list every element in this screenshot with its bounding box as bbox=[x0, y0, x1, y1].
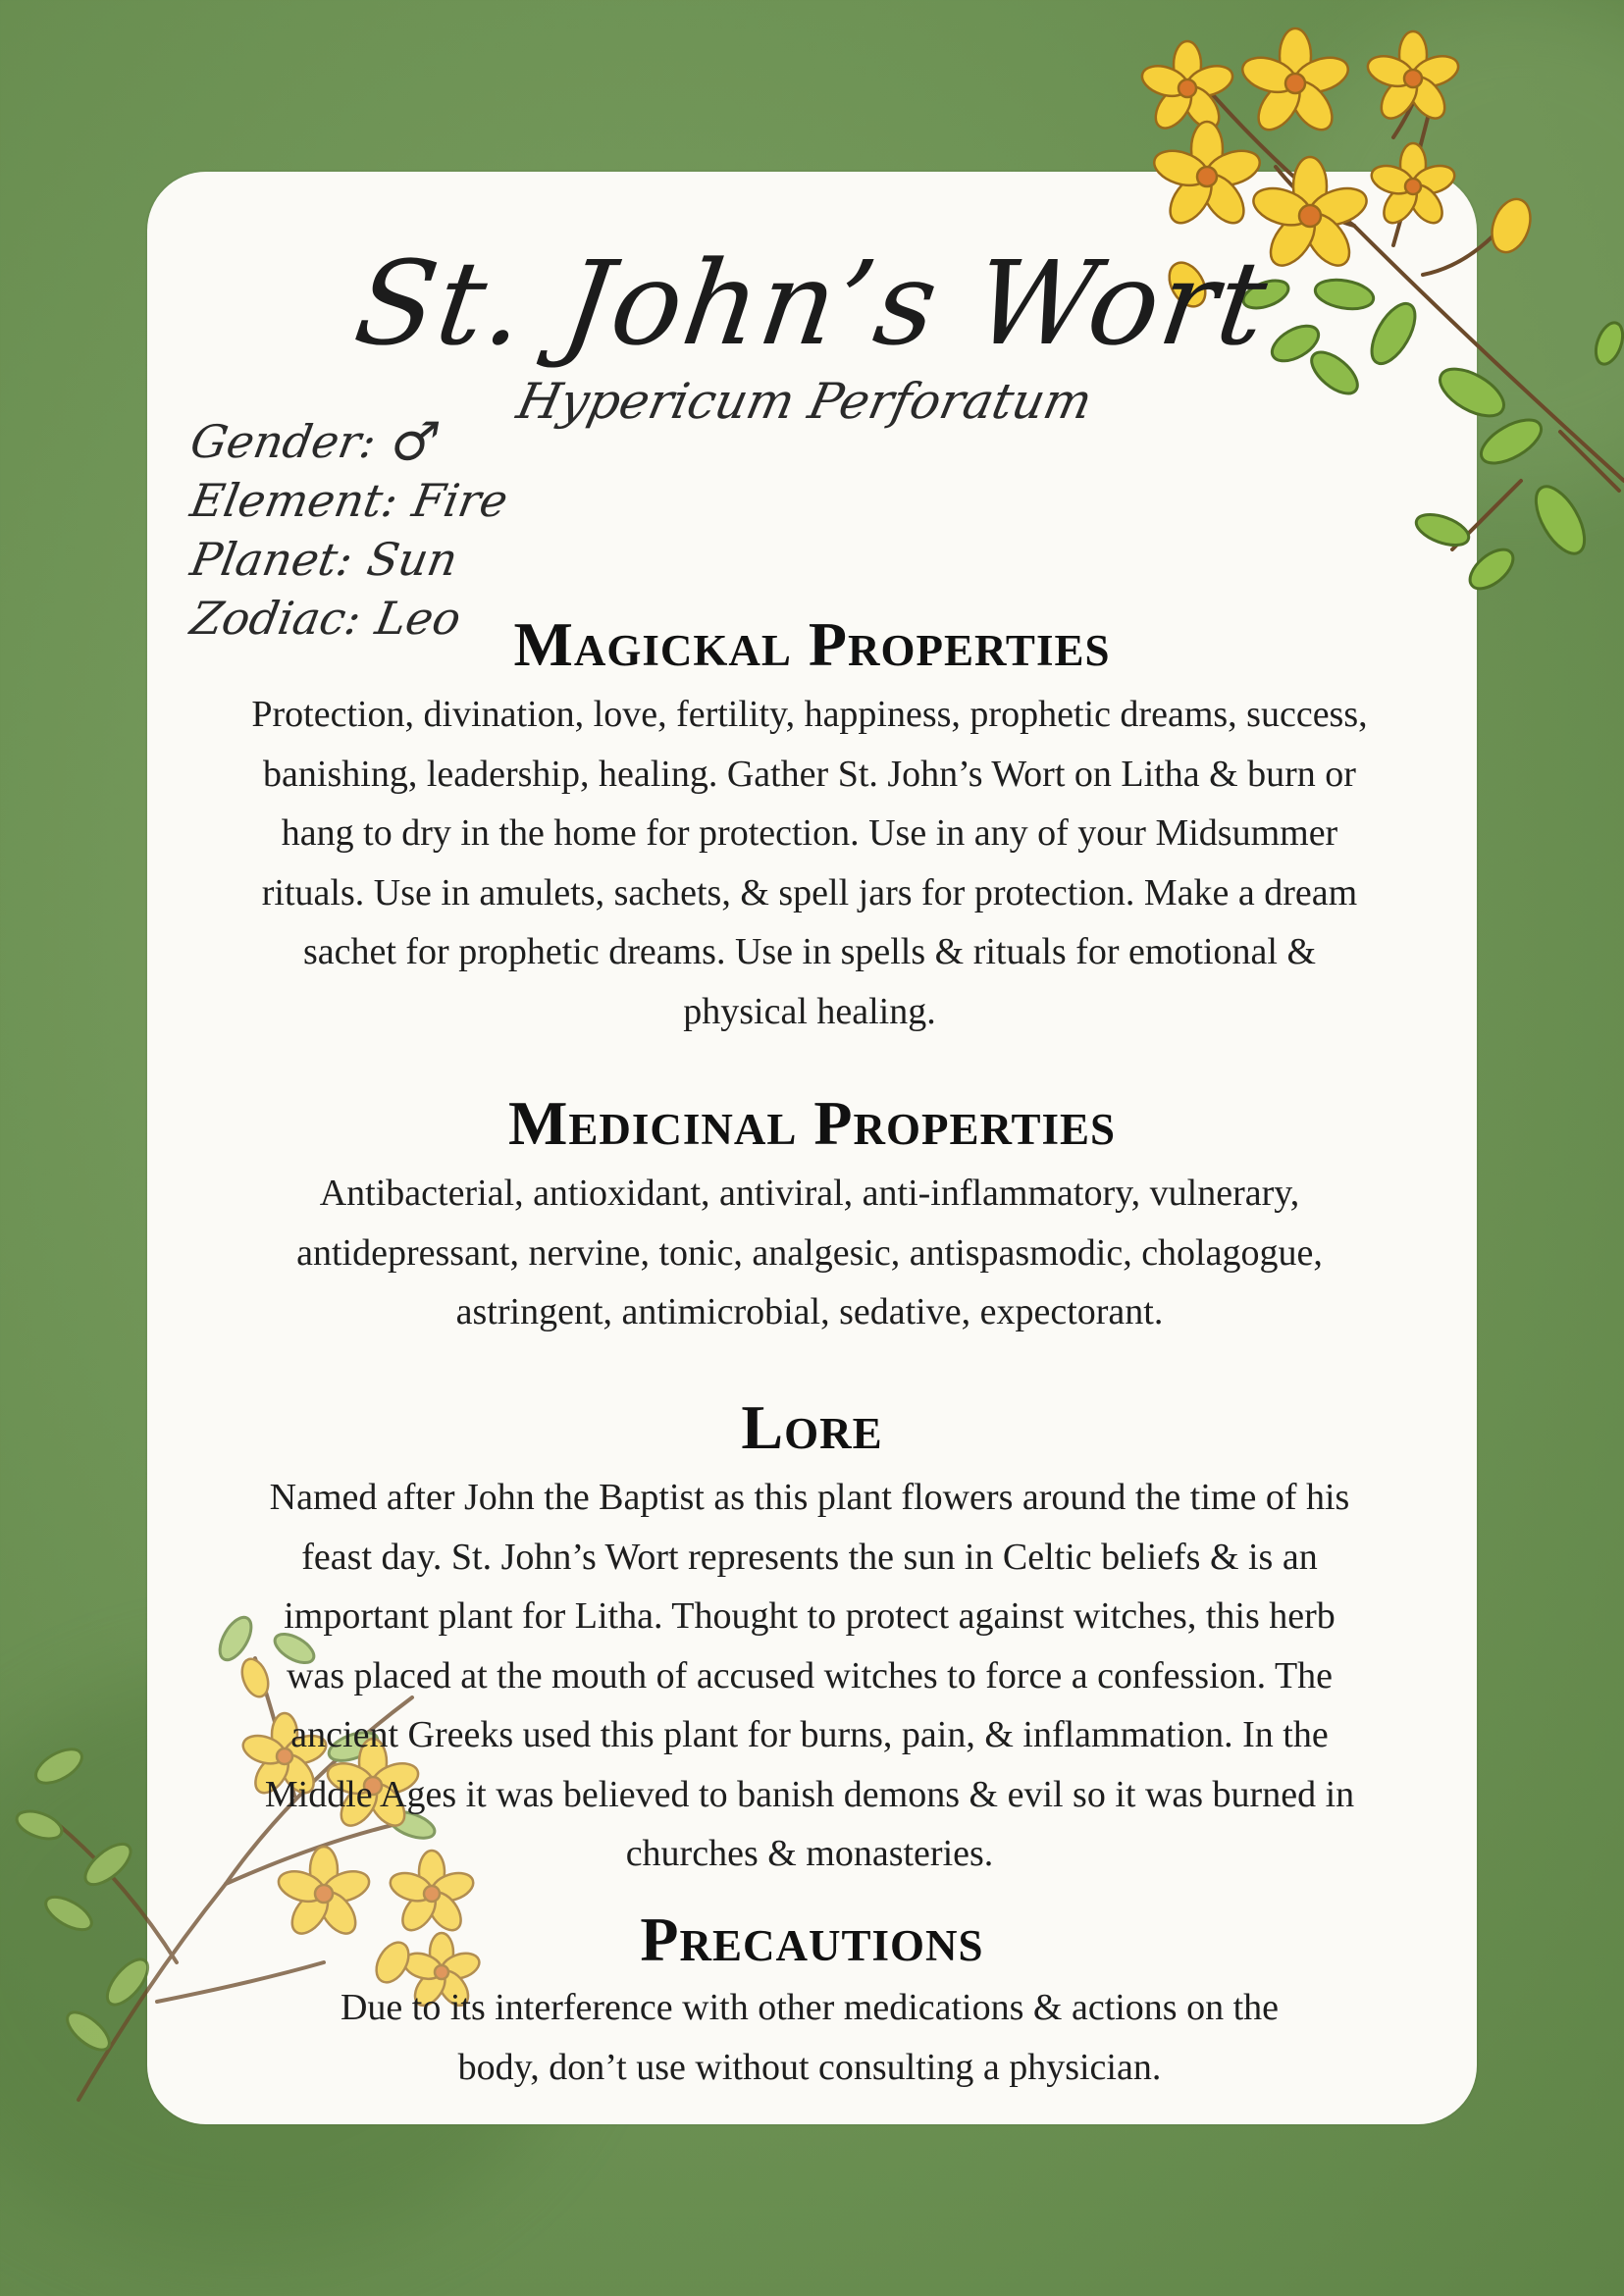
text-line: churches & monasteries. bbox=[625, 1833, 994, 1874]
text-line: antidepressant, nervine, tonic, analgesic, antispasmodic, cholagogue, bbox=[296, 1231, 1323, 1274]
magickal-properties-heading: Magickal Properties bbox=[513, 609, 1111, 679]
text-line: Middle Ages it was believed to banish demons & evil so it was burned in bbox=[264, 1773, 1355, 1815]
element-row bbox=[186, 471, 512, 530]
text-line: was placed at the mouth of accused witches to force a confession. The bbox=[286, 1654, 1334, 1696]
text-line: feast day. St. John’s Wort represents the sun in Celtic beliefs & is an bbox=[301, 1536, 1318, 1578]
text-line: sachet for prophetic dreams. Use in spells & rituals for emotional & bbox=[302, 931, 1317, 972]
text-line: Due to its interference with other medications & actions on the bbox=[340, 1987, 1280, 2028]
text-line: ancient Greeks used this plant for burns, pain, & inflammation. In the bbox=[290, 1714, 1329, 1755]
text-line: body, don’t use without consulting a physician. bbox=[457, 2046, 1162, 2088]
gender-row bbox=[186, 412, 512, 471]
gender-label: Gender: bbox=[186, 415, 381, 468]
text-line: hang to dry in the home for protection. Use in any of your Midsummer bbox=[281, 812, 1338, 854]
planet-value: Sun bbox=[363, 533, 462, 586]
medicinal-properties-heading: Medicinal Properties bbox=[507, 1088, 1117, 1158]
zodiac-label: Zodiac: bbox=[186, 592, 366, 645]
lore-text bbox=[226, 1468, 1393, 1884]
precautions-heading: Precautions bbox=[640, 1905, 984, 1974]
element-label: Element: bbox=[186, 474, 402, 527]
magickal-properties-text bbox=[226, 685, 1393, 1041]
precautions-text bbox=[226, 1978, 1393, 2097]
botanical-name: Hypericum Perforatum bbox=[511, 373, 1098, 430]
planet-label: Planet: bbox=[186, 533, 357, 586]
planet-row bbox=[186, 530, 512, 589]
medicinal-properties-text bbox=[226, 1164, 1393, 1342]
text-line: important plant for Litha. Thought to protect against witches, this herb bbox=[284, 1595, 1336, 1637]
male-symbol-icon: ♂ bbox=[386, 410, 445, 473]
text-line: banishing, leadership, healing. Gather St. John’s Wort on Litha & burn or bbox=[263, 753, 1356, 795]
text-line: rituals. Use in amulets, sachets, & spell jars for protection. Make a dream bbox=[261, 871, 1358, 913]
page-title: St. John’s Wort bbox=[347, 235, 1277, 371]
text-line: Named after John the Baptist as this plant flowers around the time of his bbox=[269, 1477, 1350, 1518]
text-line: astringent, antimicrobial, sedative, expectorant. bbox=[455, 1291, 1164, 1332]
element-value: Fire bbox=[408, 474, 512, 527]
lore-heading: Lore bbox=[741, 1392, 883, 1462]
text-line: Protection, divination, love, fertility, happiness, prophetic dreams, success, bbox=[251, 694, 1368, 735]
zodiac-value: Leo bbox=[371, 592, 465, 645]
text-line: physical healing. bbox=[683, 990, 936, 1032]
text-line: Antibacterial, antioxidant, antiviral, anti-inflammatory, vulnerary, bbox=[319, 1173, 1300, 1214]
